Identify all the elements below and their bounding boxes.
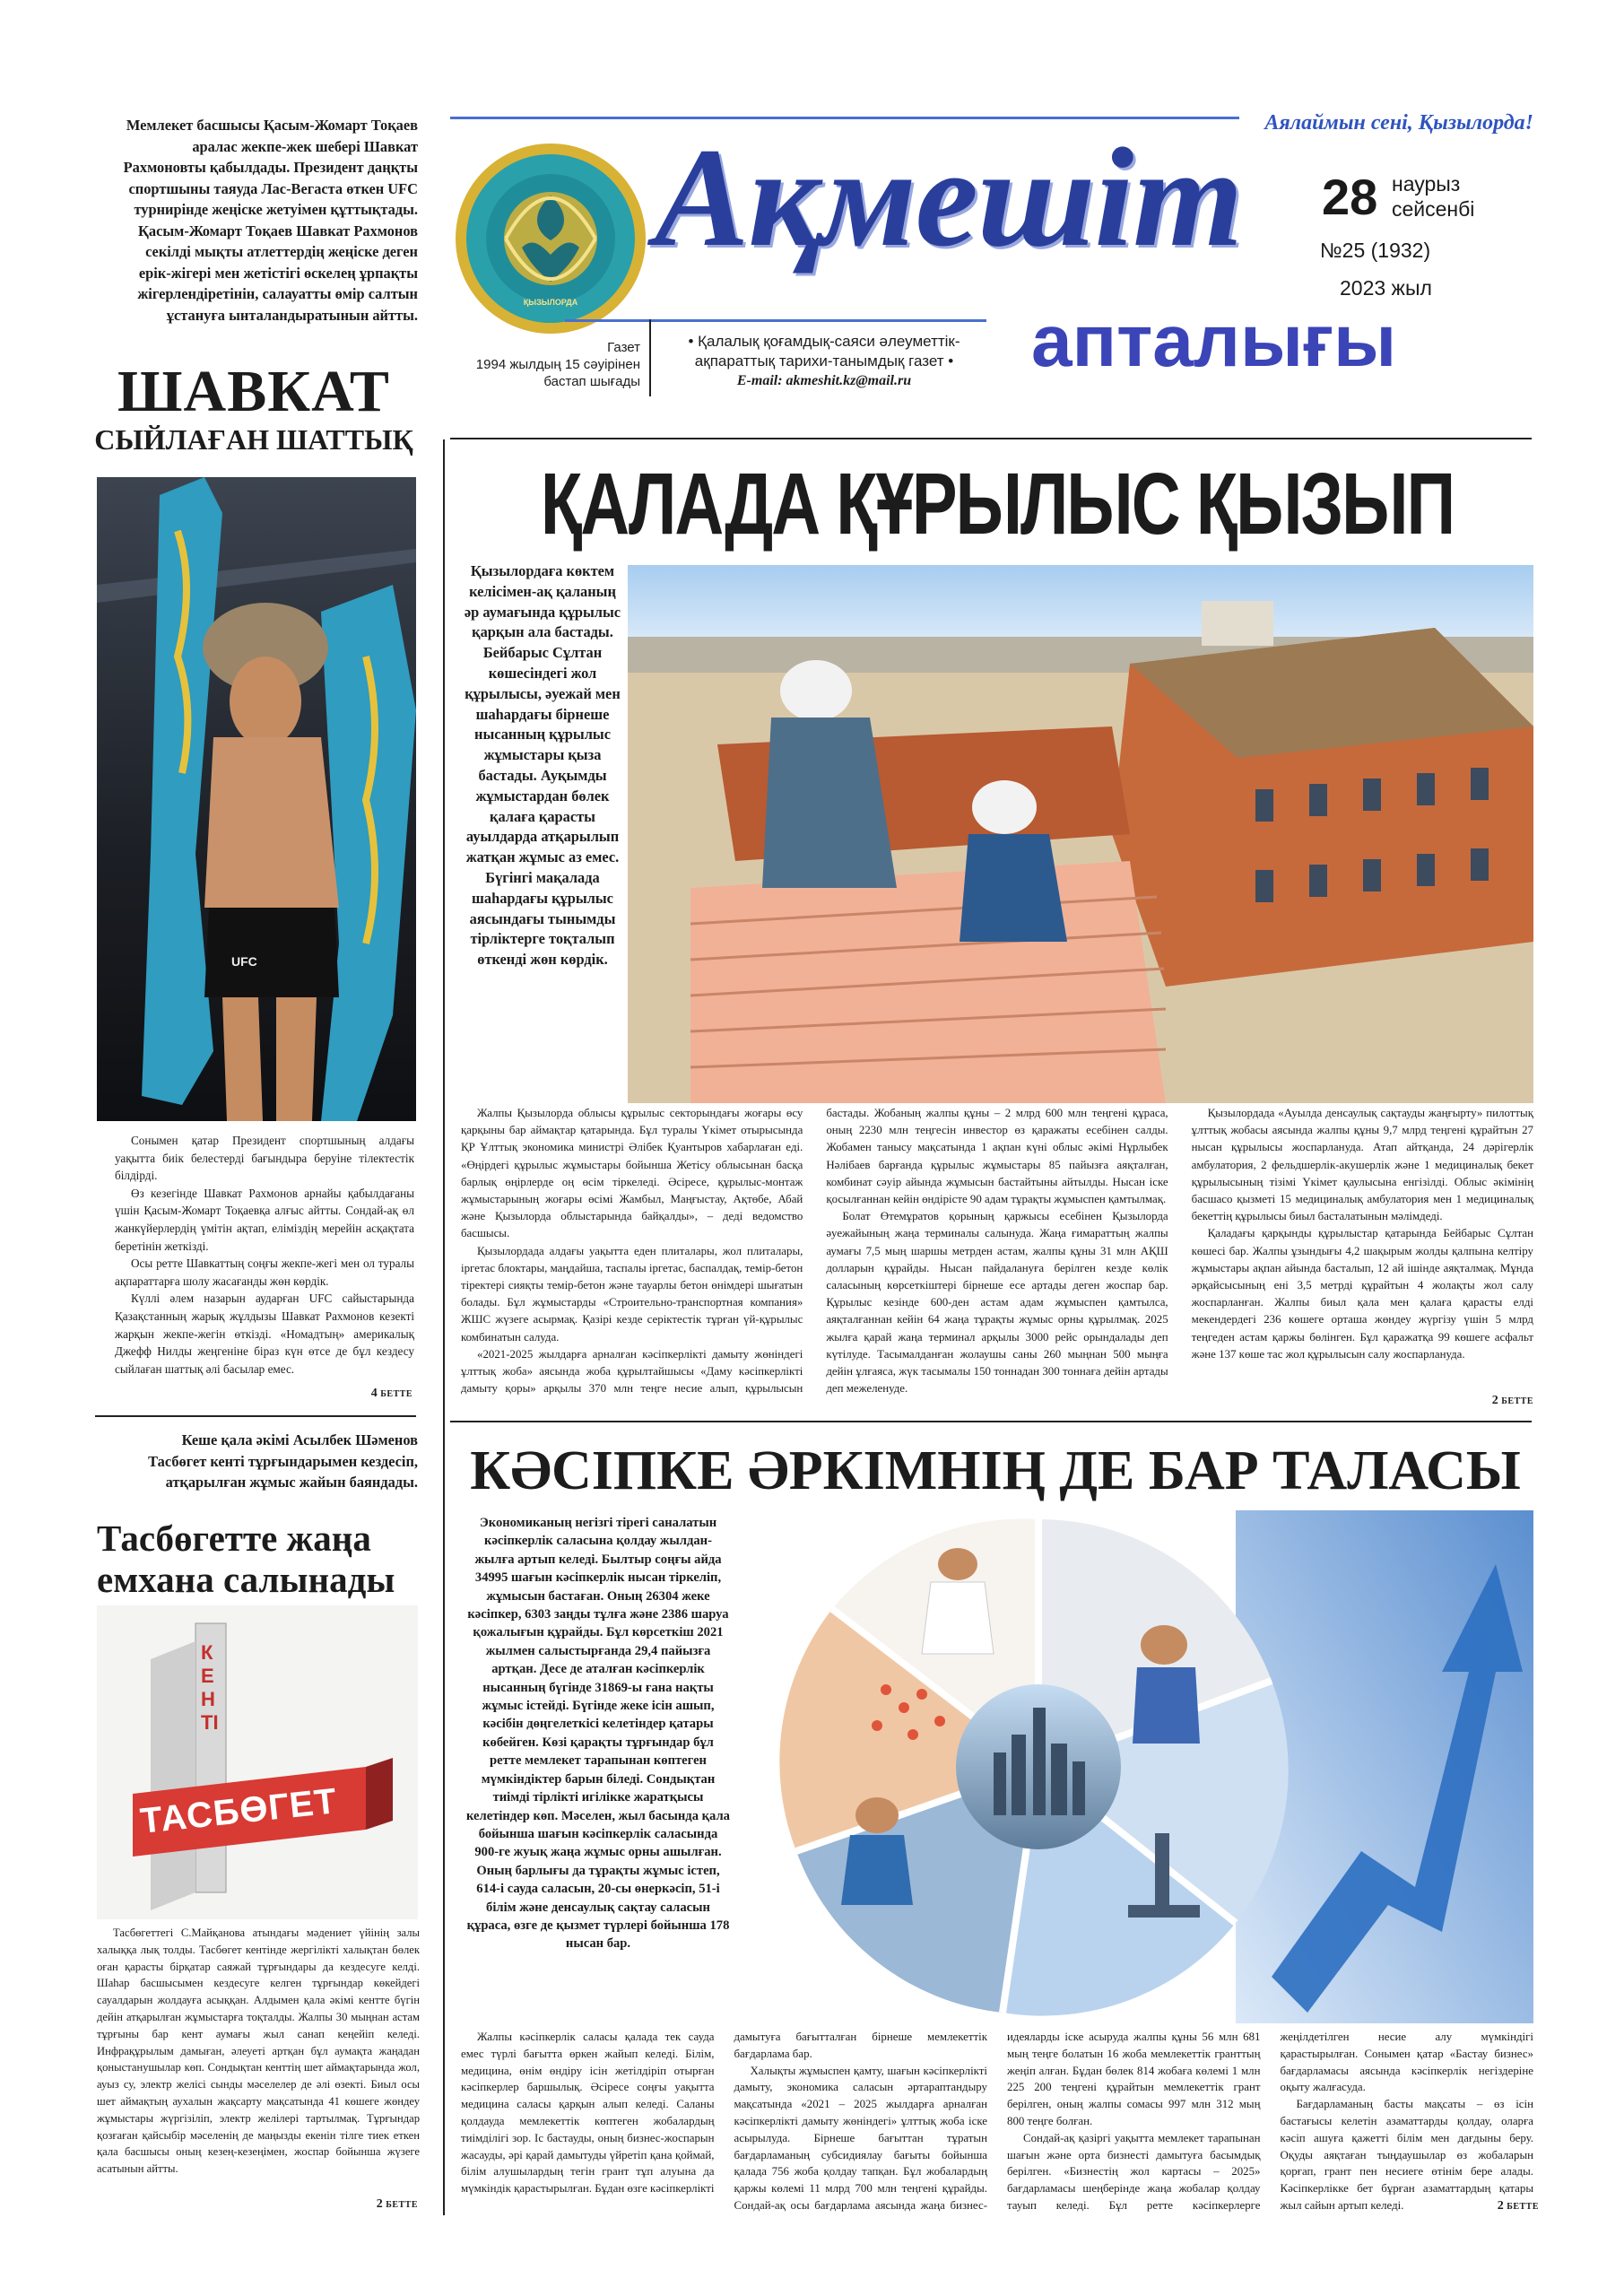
masthead-description: [658, 332, 990, 391]
masthead-email: E-mail: akmeshit.kz@mail.ru: [736, 373, 912, 388]
construction-continued[interactable]: [1444, 1394, 1533, 1408]
description-line2: ақпараттық тарихи-танымдық газет •: [694, 352, 954, 370]
newspaper-title: Ақмешіт: [655, 119, 1243, 276]
sign-top-text: КЕНТІ: [201, 1641, 219, 1734]
construction-photo: [628, 565, 1533, 1103]
continued-page: 4: [370, 1387, 378, 1400]
shavkat-paragraph: Күллі әлем назарын аударған UFC сайыстарында Қазақстанның жарық жұлдызы Шавкат Рахмонов кезекті жарқын жекпе-жегін өткізді. «Номадтың» америкалық Джефф Нилды жеңгеніне біраз күн өтсе де бұл кездесу сыйлаған шаттық әлі басылар емес.: [115, 1292, 414, 1376]
city-emblem: [452, 140, 649, 337]
date-month: наурыз: [1392, 172, 1461, 196]
construction-paragraph: Қызылордада «Ауылда денсаулық сақтауды жаңғырту» пилоттық ұлттық жобасы аясында жалпы құны 9,7 млрд теңгені құрайтын 27 нысан құрылысы жоспарлануда. Атап айтқанда, 24 дәрігерлік амбулатория, 2 фельдшерлік-акушерлік және 1 медициналық бекет құрылысының тізімі Үкімет қаулысына енгізілді. Облыс әкімінің басшасо қызметі 15 медициналық амбулатория мен 1 медициналық бекеттің құрылысы биыл басталатынын мәлімдеді.: [1191, 1107, 1533, 1223]
construction-paragraph: Болат Өтемұратов қорының қаржысы есебінен Қызылорда әуежайының жаңа терминалы салынуда. Жаңа ғимараттың жалпы аумағы 7,5 мың шаршы метрден астам, жалпы құны 31 млн АҚШ долларын құрайды. Нысан пайдалануға берілген кезде көлік саласының көрсеткіштері бірнеше есе артады деген жоспар бар. Құрылыс кезінде 600-ден астам адам жұмыспен қамтылса, аяқталғаннан кейін 64 жаңа тұрақты жұмыс орны құрылмақ. 2025 жылға қарай жаңа терминал арқылы 3000 рейс орындалады деп күтілуде. Тасымалданған жолаушы саны 260 мыңнан 500 мыңға дейін ұлғаяса, жүк тасымалы 150 тоннадан 300 тоннаға дейін артады деп межеленуде.: [826, 1210, 1168, 1396]
left-column-divider: [95, 1415, 416, 1417]
shavkat-paragraph: Сонымен қатар Президент спортшының алдағы уақытта биік белестерді бағындыра беруіне тілектестік білдірді.: [115, 1134, 414, 1183]
tasbuget-headline: [97, 1518, 420, 1600]
tasbuget-photo: [97, 1605, 418, 1919]
issue-year: 2023 жыл: [1340, 276, 1432, 300]
shavkat-body: [115, 1132, 414, 1378]
founded-line1: Газет: [607, 340, 640, 355]
shavkat-continued[interactable]: [323, 1387, 413, 1401]
shavkat-paragraph: Осы ретте Шавкаттың соңғы жекпе-жегі мен ол туралы ақпараттарға шолу жасағанды жөн көрдік.: [115, 1257, 414, 1288]
construction-top-rule: [450, 438, 1532, 439]
founded-line3: бастап шығады: [543, 374, 640, 389]
construction-lead: Қызылордаға көктем келісімен-ақ қаланың әр аумағында құрылыс қарқын ала бастады. Бейбарыс Сұлтан көшесіндегі жол құрылысы, әуежай мен шаһардағы бірнеше нысанның құрылыс жұмыстары қыза бастады. Ауқымды жұмыстардан бөлек қалаға қарасты ауылдарда атқарылып жатқан жұмыс аз емес. Бүгінгі мақалада шаһардағы құрылыс аясындағы тынымды тірліктерге тоқталып өткенді жөн көрдік.: [464, 562, 621, 969]
emblem-label: ҚЫЗЫЛОРДА: [523, 298, 578, 307]
business-lead: Экономиканың негізгі тірегі саналатын кәсіпкерлік саласына қолдау жылдан-жылға артып келеді. Былтыр соңғы айда 34995 шағын кәсіпкерлік нысан тіркеліп, жұмысын бастаған. Оның 26304 жеке кәсіпкер, 6303 заңды тұлға және 2386 шаруа қожалығын құрайды. Бұл көрсеткіш 2021 жылмен салыстырғанда 29,4 пайызға артқан. Десе де аталған кәсіпкерлік нысанның бүгінде 31869-ы ғана нақты жұмыс істейді. Бүгінде жеке ісін ашып, кәсібін дөңгелеткісі келетіндер қатары көбейген. Көзі қарақты тұрғындар бұл ретте мемлекет тарапынан көптеген мүмкіндіктер барын біледі. Сондықтан тиімді тірлікті игілікке жаратқысы келетіндер көп. Мәселен, жыл басында қала бойынша шағын кәсіпкерлік саласында 900-ге жуық жаңа жұмыс орны ашылған. Оның барлығы да тұрақты жұмыс істеп, 614-і сауда саласын, 20-сы өнеркәсіп, 51-і білім және денсаулық сақтау саласын құраса, өзге де қызмет түрлері бойынша 178 нысан бар.: [466, 1516, 730, 1952]
business-continued[interactable]: [1444, 2199, 1539, 2213]
date-day: 28: [1322, 169, 1378, 225]
tasbuget-headline-line2: емхана салынады: [97, 1559, 395, 1600]
construction-body: [461, 1105, 1533, 1401]
issue-number: №25 (1932): [1320, 239, 1431, 262]
business-body: [461, 2029, 1533, 2219]
continued-word: БЕТТЕ: [386, 2200, 418, 2210]
sign-main-text: ТАСБӨГЕТ: [138, 1781, 340, 1841]
shavkat-paragraph: Өз кезегінде Шавкат Рахмонов арнайы қабылдағаны үшін Қасым-Жомарт Тоқаевқа алғыс айтты. Сондай-ақ өл жанкүйерлердің үмітін ақтап, еліміздің мерейін асқақтата беретінін жеткізді.: [115, 1186, 414, 1253]
tasbuget-body: [97, 1925, 420, 2178]
masthead-vertical-rule: [649, 319, 651, 396]
continued-page: 2: [1497, 2199, 1504, 2213]
tasbuget-headline-line1: Тасбөгетте жаңа: [97, 1518, 371, 1559]
founded-line2: 1994 жылдың 15 сәуірінен: [475, 357, 640, 372]
main-column-divider: [443, 439, 445, 2215]
business-paragraph: Халықты жұмыспен қамту, шағын кәсіпкерлікті дамыту, экономика саласын әртараптандыру мақсатында «2021 – 2025 жылдарға арналған кәсіпкерлікті дамыту жөніндегі» ұлттық жоба іске асырылуда. Бірнеше бағыттан тұратын бағдарламаның субсидиялау бағыты бойынша қалада 756 жоба қолдау тапқан. Бұл жобалардың қаржы көлемі 11 млрд 700 млн теңгені құрайды. Сондай-ақ осы бағдарлама аясында жаңа бизнес-идеяларды іске асыруда жалпы құны 56 млн 681 мың теңге болатын 16 жоба мемлекеттік гранттың жеңіп алған. Бұдан бөлек 814 жобаға көлемі 1 млн 225 200 теңгені құрайтын мемлекеттік грант берілген, оның жалпы сомасы 997 млн 312 мың 800 теңге болған.: [734, 2031, 1261, 2212]
business-paragraph: Сондай-ақ қазіргі уақытта мемлекет тарапынан шағын және орта бизнесті дамытуға басымдық берілген. «Бизнестің жол картасы – 2025» бағдарламасы шеңберінде жаңа жобалар қолдау тауып келеді. Бұл ретте кәсіпкерлерге жеңілдетілген несие алу мүмкіндігі қарастырылған. Сонымен қатар «Бастау бизнес» бағдарламасы аясында кәсіпкерлік негіздеріне оқыту жалғасуда.: [1007, 2031, 1533, 2212]
construction-headline: ҚАЛАДА ҚҰРЫЛЫС ҚЫЗЫП: [540, 456, 1455, 553]
business-collage: [734, 1510, 1533, 2023]
continued-word: БЕТТЕ: [1507, 2202, 1539, 2212]
continued-word: БЕТТЕ: [380, 1389, 413, 1399]
motto: Аялаймын сені, Қызылорда!: [1264, 111, 1533, 135]
construction-paragraph: Қызылордада алдағы уақытта еден плиталары, жол плиталары, іргетас блоктары, маңдайша, таспалы іргетас, баспалдақ, темір-бетон тіректері сияқты темір-бетон және тауарлы бетон өнімдері шығатын болады. Бұл жұмыстарды «Строительно-транспортная компания» ЖШС жүзеге асырмақ. Қазірі кезде серіктестік тұрған үй-құрылыс комбинатын салуда.: [461, 1244, 803, 1344]
tasbuget-continued[interactable]: [328, 2197, 418, 2212]
shavkat-photo-label: UFC: [231, 954, 257, 969]
construction-paragraph: «2021-2025 жылдарға арналған кәсіпкерлікті дамыту жөніндегі ұлттық жоба» аясында жоба құрылтайшысы «Даму кәсіпкерлікті дамыту қоры» арқылы 370 млн теңге несие алып, құрылысын бастады. Жобаның жалпы құны – 2 млрд 600 млн теңгені құраса, оның 2230 млн теңгесін инвестор өз қаражаты есебінен салды. Жобамен танысу мақсатында 1 ақпан күні облыс әкімі Нұрлыбек Нәлібаев барғанда құрылыс жұмыстары 85 пайызға аяқталған, комбинат сәуір айында жұмысын бастайтыны айтылды. Нысан іске қосылғаннан кейін өндірісте 90 адам тұрақты жұмыспен қамтылмақ.: [461, 1107, 1168, 1396]
business-paragraph: Жалпы кәсіпкерлік саласы қалада тек сауда емес түрлі бағытта өркен жайып келеді. Білім, медицина, өнім өндіру ісін жетілдіріп отырған кәсіпкерлер баршылық. Әсіресе соңғы уақытта медицина саласы қарқын алып келеді. Саланы қолдауда мемлекеттік көптеген жобалардың тиімділігі зор. Іс бастауды, оның бизнес-жоспарын жасауды, әрі қарай дамытуды үйретіп қана қоймай, білім алушылардың тегін грант тұп алуына да мүмкіндік қарастырылған. Бұдан өзге кәсіпкерлікті дамытуға бағытталған бірнеше мемлекеттік бағдарлама бар.: [461, 2031, 987, 2196]
continued-page: 2: [1491, 1394, 1498, 1407]
tasbuget-lead: Кеше қала әкімі Асылбек Шәменов Тасбөгет кенті тұрғындарымен кездесіп, атқарылған жұмыс жайын баяндады.: [148, 1431, 418, 1491]
shavkat-headline: [90, 359, 418, 457]
description-line1: • Қалалық қоғамдық-саяси әлеуметтік-: [688, 333, 960, 350]
construction-paragraph: Қаладағы қарқынды құрылыстар қатарында Бейбарыс Сұлтан көшесі бар. Жалпы ұзындығы 4,2 шақырым жолды қалпына келтіру жұмыстары ақпан айында басталып, 12 ай ішінде аяқталмақ. Мұнда әрқайсысының ені 3,5 метрді құрайтын 4 жолақты жол салу жоспарланған. Жалпы биыл қала мен қалаға қарасты елді мекендердегі 236 көшеге орташа жөндеу жүргізу үшін 5 млрд теңгеден астам қаржы бөлінген. Бұл қаражатқа 99 көшеге асфальт және 137 көше тас жол құрылысын салу жоспарлануда.: [1191, 1227, 1533, 1361]
newspaper-subtitle: апталығы: [1031, 300, 1397, 382]
continued-word: БЕТТЕ: [1501, 1396, 1533, 1406]
shavkat-headline-line1: ШАВКАТ: [117, 359, 390, 424]
date-weekday: сейсенбі: [1392, 197, 1475, 221]
business-headline: КӘСІПКЕ ӘРКІМНІҢ ДЕ БАР ТАЛАСЫ: [470, 1440, 1521, 1501]
shavkat-photo: [97, 477, 416, 1121]
shavkat-headline-line2: СЫЙЛАҒАН ШАТТЫҚ: [94, 423, 413, 456]
masthead-mid-rule: [565, 319, 986, 322]
business-paragraph: Бағдарламаның басты мақсаты – өз ісін бастағысы келетін азаматтарды қолдау, оларға кәсіп ашуға қажетті білім мен дағдыны беру. Оқуды аяқтаған тыңдаушылар өз жобаларын қорғап, грант пен несиеге өтінім бере алады. Кәсіпкерлікке бет бұрған азаматтардың қатары жыл сайын артып келеді.: [1280, 2098, 1533, 2212]
continued-page: 2: [376, 2197, 383, 2211]
shavkat-lead: Мемлекет басшысы Қасым-Жомарт Тоқаев аралас жекпе-жек шебері Шавкат Рахмоновты қабылдады. Президент даңқты спортшыны таяуда Лас-Вегаста өткен UFC турнирінде жеңіске жетуімен құттықтады. Қасым-Жомарт Тоқаев Шавкат Рахмонов секілді мықты атлеттердің жеңіске деген ерік-жігері мен жетістігі өскелең ұрпақты жігерлендіретінін, салауатты өмір салтын ұстануға ынталандыратынын айтты.: [123, 117, 418, 324]
founded-info: [457, 339, 640, 390]
tasbuget-paragraph: Тасбөгеттегі С.Майқанова атындағы мәдениет үйінің залы халыққа лық толды. Тасбөгет кентінде жергілікті халықтан бөлек оған қарасты бірқатар саяжай тұрғындары да кездесуге келді. Шаһар басшысымен кездесуге келген тұрғындар көкейдегі сауалдарын жолдауға асыққан. Алдымен қала әкімі кентте бүгін дейін атқарылған жұмыстарға тоқталды. Жалпы 30 мыңнан астам тұрғыны бар кент аумағы жыл санап кеңейіп келеді. Инфрақұрылым дамыған, әлеуеті артқан бұл аумақта жаңадан қоныстанушылар көп. Сондықтан кенттің шет аймақтарында жол, ауыз су, электр желісі сынды мәселелер де әлі өзекті. Биыл осы шет аймақтың аухалын жақсарту мақсатында 41 көшеге жөндеу жұмыстары жүргізіліп, электр желілері тартылмақ. Тұрғындар қозғаған қайсыбір мәселенің де маңызды екенін тілге тиек еткен қала басшысы оның кезең-кезеңімен, жоспар бойынша жүзеге асатынын айтты.: [97, 1926, 420, 2176]
masthead: [439, 108, 1533, 413]
construction-bottom-rule: [450, 1421, 1532, 1422]
construction-paragraph: Жалпы Қызылорда облысы құрылыс секторындағы жоғары өсу қарқыны бар аймақтар қатарында. Бұл туралы Үкімет отырысында ҚР Ұлттық экономика министрі Әлібек Қуантыров хабарлаған еді. «Өңірдегі құрылыс жұмыстары бойынша Жетісу облысынан басқа барлық өңірлерде оң өсім тіркеледі. Әсіресе, құрылыс-монтаж жұмыстарының жоғары өсімі Жамбыл, Маңғыстау, Ақтөбе, Абай және Қызылорда облыстарында байқалды», – деді ведомство басшысы.: [461, 1107, 803, 1240]
